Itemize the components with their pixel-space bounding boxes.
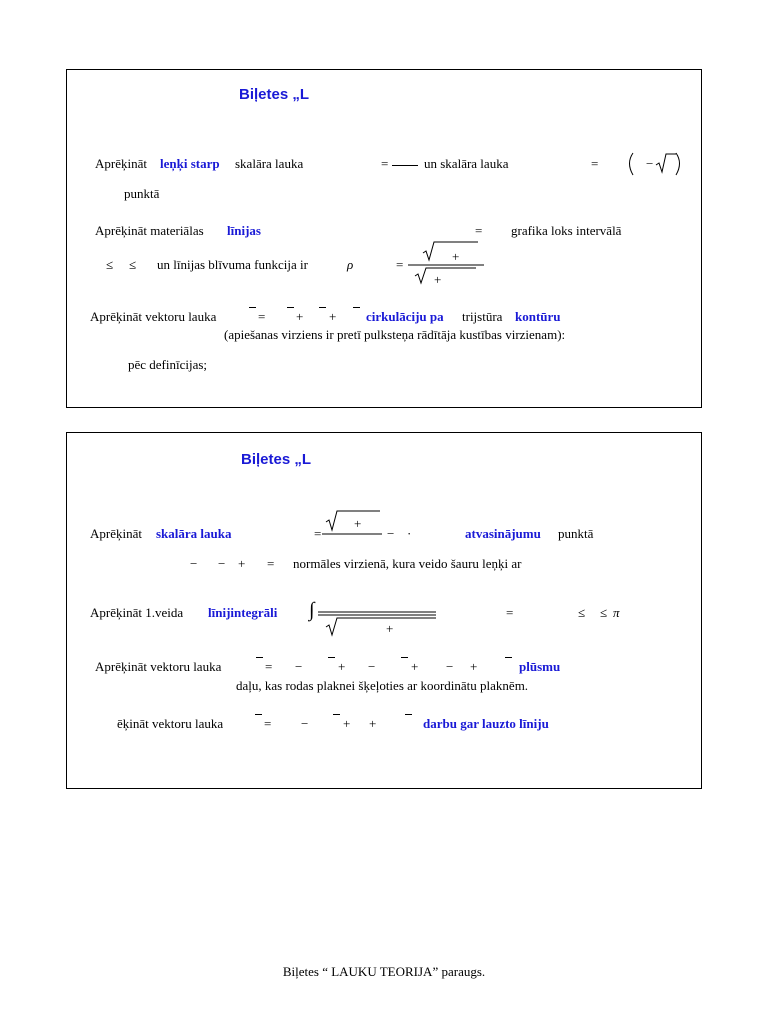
ticket-2-title: Biļetes „L: [241, 451, 312, 468]
t1-q2-eq2: =: [396, 257, 404, 272]
t1-q1-fraction-bar: [392, 165, 418, 166]
t1-q3-eq: =: [258, 309, 266, 324]
t1-q2-text-a: Aprēķināt materiālas: [95, 223, 204, 238]
t2-q2-le1: ≤: [578, 605, 586, 620]
t2-q1-term-derivative: atvasinājumu: [465, 526, 541, 541]
t1-q2-term-line: līnijas: [227, 223, 261, 238]
t2-q1-text-d: punktā: [558, 526, 594, 541]
t2-q1-m1: −: [190, 556, 198, 571]
t2-q3-p1: +: [338, 659, 346, 674]
t2-q4-p1: +: [343, 716, 351, 731]
t2-q3-vector-bar-3: [401, 657, 408, 658]
t2-q4-eq: =: [264, 716, 272, 731]
t1-q1-text-c: skalāra lauka: [235, 156, 304, 171]
t2-q1-m2: −: [218, 556, 226, 571]
t1-q1-text-d: un skalāra lauka: [424, 156, 509, 171]
t2-q3-text-c: daļu, kas rodas plaknei šķeļoties ar koordinātu plaknēm.: [236, 678, 529, 693]
t1-q2-text-d: un līnijas blīvuma funkcija ir: [157, 257, 308, 272]
t1-q2-rho: ρ: [347, 257, 354, 272]
t2-q3-p3: +: [470, 659, 478, 674]
t1-q2-text-c: grafika loks intervālā: [511, 223, 622, 238]
t2-q1-term-scalar: skalāra lauka: [156, 526, 232, 541]
t1-q3-plus2: +: [329, 309, 337, 324]
t2-q3-m2: −: [368, 659, 376, 674]
t2-q2-integral-sign: ∫: [309, 599, 315, 621]
t1-q3-term-circulation: cirkulāciju pa: [366, 309, 444, 324]
t2-q2-pi: π: [613, 605, 620, 620]
t1-q2-plus1: +: [452, 249, 460, 264]
t2-q4-vector-bar-1: [255, 714, 262, 715]
t1-q3-text-a: Aprēķināt vektoru lauka: [90, 309, 217, 324]
t1-q3-vector-bar-2: [287, 307, 294, 308]
t2-q3-p2: +: [411, 659, 419, 674]
t2-q4-vector-bar-3: [405, 714, 412, 715]
t2-q2-le2: ≤: [600, 605, 608, 620]
t2-q3-vector-bar-2: [328, 657, 335, 658]
t2-q3-text-a: Aprēķināt vektoru lauka: [95, 659, 222, 674]
t2-q3-term-flux: plūsmu: [519, 659, 561, 674]
t2-q1-text-e: normāles virzienā, kura veido šauru leņķi ar: [293, 556, 522, 571]
t1-q3-vector-bar-3: [319, 307, 326, 308]
t2-q2-eq: =: [506, 605, 514, 620]
t2-q3-eq: =: [265, 659, 273, 674]
t2-q4-p2: +: [369, 716, 377, 731]
t2-q1-eq: =: [314, 526, 322, 541]
t1-q3-term-contour: kontūru: [515, 309, 561, 324]
t2-q1-p1: +: [238, 556, 246, 571]
t1-q1-text-a: Aprēķināt: [95, 156, 147, 171]
t1-q2-le1: ≤: [106, 257, 114, 272]
t1-q3-text-e: (apiešanas virziens ir pretī pulksteņa rādītāja kustības virzienam):: [224, 327, 566, 342]
t2-q1-text-a: Aprēķināt: [90, 526, 142, 541]
t2-q2-term-line-integral: līnijintegrāli: [208, 605, 278, 620]
t1-q3-text-f: pēc definīcijas;: [128, 357, 208, 372]
t1-q1-text-e: punktā: [124, 186, 160, 201]
t1-q1-eq2: =: [591, 156, 599, 171]
t1-q2-eq: =: [475, 223, 483, 238]
t2-q2-integrand-fraction: [318, 610, 438, 638]
t1-q2-le2: ≤: [129, 257, 137, 272]
t2-q3-vector-bar-1: [256, 657, 263, 658]
t2-q1-eq2: =: [267, 556, 275, 571]
t2-q4-text-a: ēķināt vektoru lauka: [117, 716, 224, 731]
t2-q4-vector-bar-2: [333, 714, 340, 715]
t2-q4-term-work: darbu gar lauzto līniju: [423, 716, 549, 731]
t2-q1-dot: ·: [407, 526, 412, 541]
t2-q1-plus: +: [354, 516, 362, 531]
t1-q3-plus1: +: [296, 309, 304, 324]
t2-q2-text-a: Aprēķināt 1.veida: [90, 605, 184, 620]
t2-q3-vector-bar-4: [505, 657, 512, 658]
t1-q2-plus2: +: [434, 272, 442, 287]
t1-q3-vector-bar-4: [353, 307, 360, 308]
t1-q1-paren-sqrt: [624, 150, 686, 178]
t2-q1-sqrt-fraction: [320, 508, 386, 536]
t2-q3-m3: −: [446, 659, 454, 674]
t1-q3-text-c: trijstūra: [462, 309, 503, 324]
t1-q2-density-fraction: [406, 240, 486, 288]
t1-q3-vector-bar-1: [249, 307, 256, 308]
t2-q2-plus: +: [386, 621, 394, 636]
t2-q4-m1: −: [301, 716, 309, 731]
ticket-1-title: Biļetes „L: [239, 86, 310, 103]
t2-q3-m1: −: [295, 659, 303, 674]
t2-q1-minus: −: [387, 526, 395, 541]
t1-q1-eq1: =: [381, 156, 389, 171]
t1-q1-term-angle: leņķi starp: [160, 156, 220, 171]
page-footer: Biļetes “ LAUKU TEORIJA” paraugs.: [282, 964, 486, 979]
t1-q1-minus: −: [646, 156, 654, 171]
